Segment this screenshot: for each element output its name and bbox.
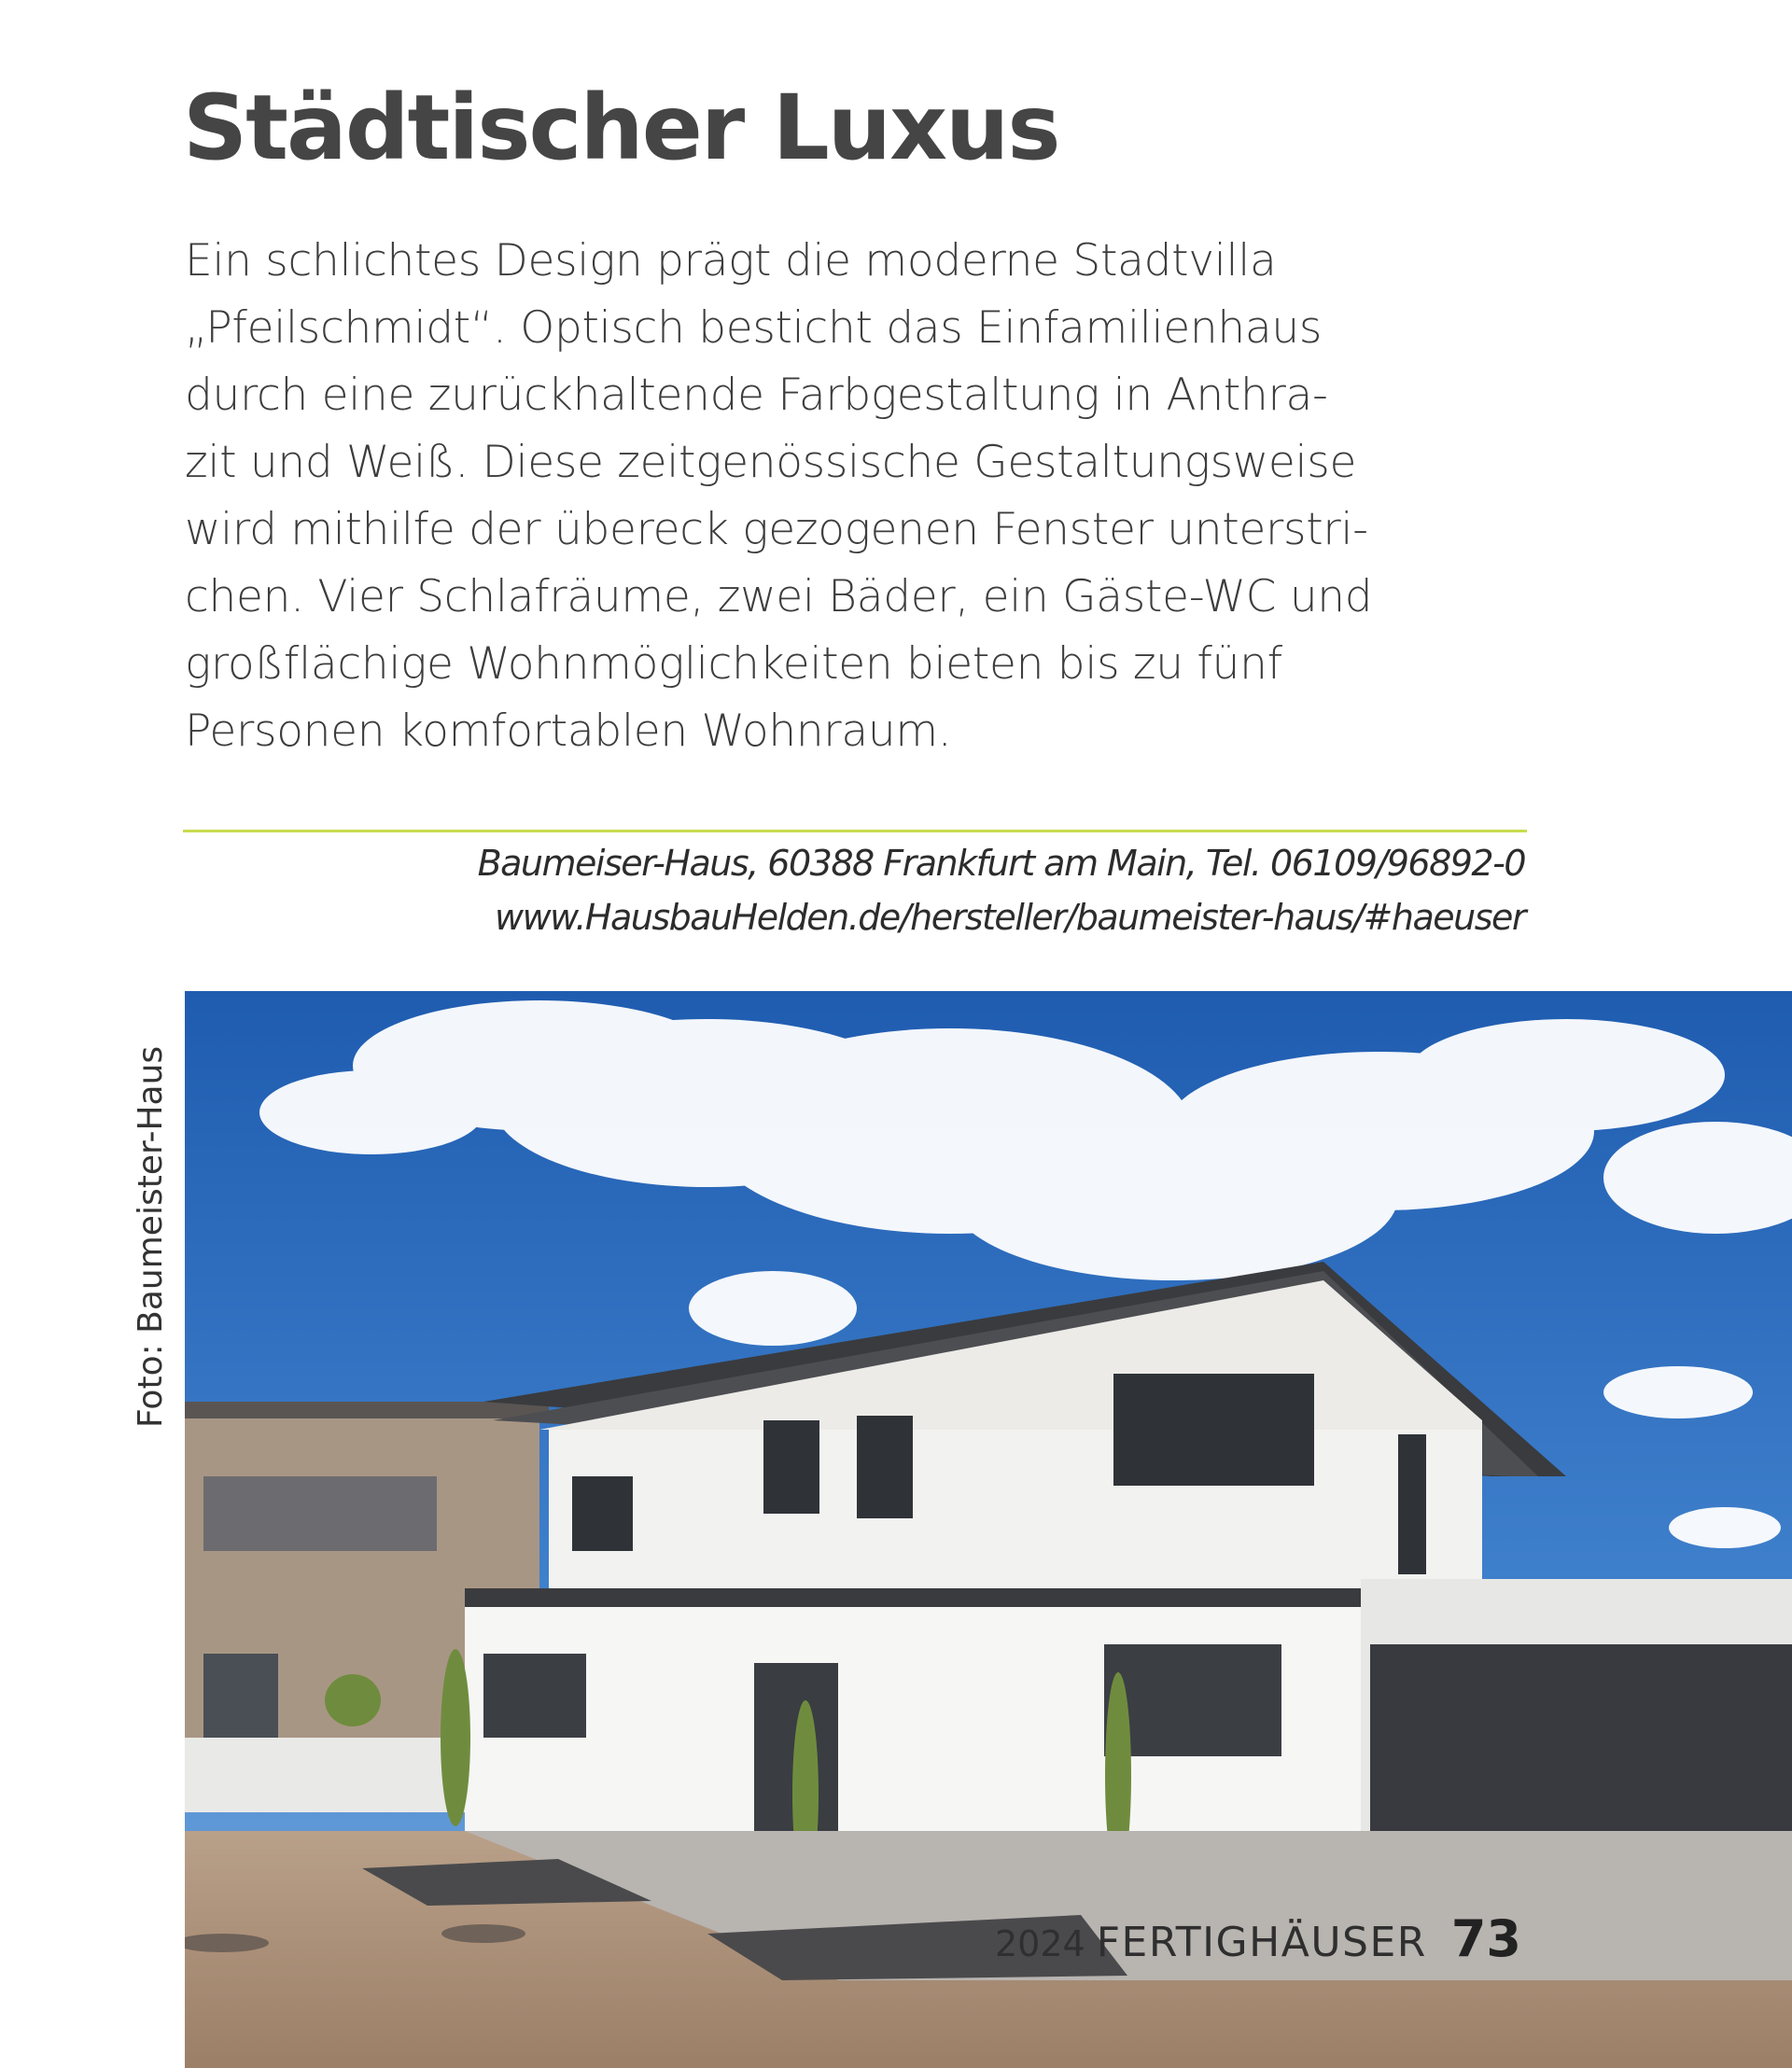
magazine-name: FERTIGHÄUSER: [1096, 1919, 1427, 1966]
body-line: „Pfeilschmidt“. Optisch besticht das Einfamilienhaus: [185, 302, 1323, 354]
contact-url[interactable]: www.HausbauHelden.de/hersteller/baumeister-haus/#haeuser: [495, 897, 1525, 938]
page-footer: [995, 1909, 1521, 1968]
article-title: Städtischer Luxus: [183, 76, 1059, 180]
body-line: zit und Weiß. Diese zeitgenössische Gestaltungsweise: [185, 437, 1357, 488]
house-photo: [185, 991, 1792, 2068]
body-line: durch eine zurückhaltende Farbgestaltung in Anthra-: [185, 370, 1328, 421]
body-line: Personen komfortablen Wohnraum.: [185, 706, 952, 757]
page-number: 73: [1450, 1909, 1521, 1968]
divider-rule: [183, 830, 1527, 832]
body-line: Ein schlichtes Design prägt die moderne Stadtvilla: [185, 235, 1277, 286]
body-line: chen. Vier Schlafräume, zwei Bäder, ein Gäste-WC und: [185, 571, 1373, 622]
photo-credit: Foto: Baumeister-Haus: [132, 1045, 170, 1428]
body-line: großflächige Wohnmöglichkeiten bieten bis zu fünf: [185, 638, 1282, 690]
article-body: [185, 228, 1529, 765]
body-line: wird mithilfe der übereck gezogenen Fenster unterstri-: [185, 504, 1368, 555]
manufacturer-contact: [478, 836, 1525, 944]
issue-year: 2024: [995, 1923, 1085, 1964]
contact-address: Baumeiser-Haus, 60388 Frankfurt am Main, Tel. 06109/96892-0: [477, 843, 1525, 884]
